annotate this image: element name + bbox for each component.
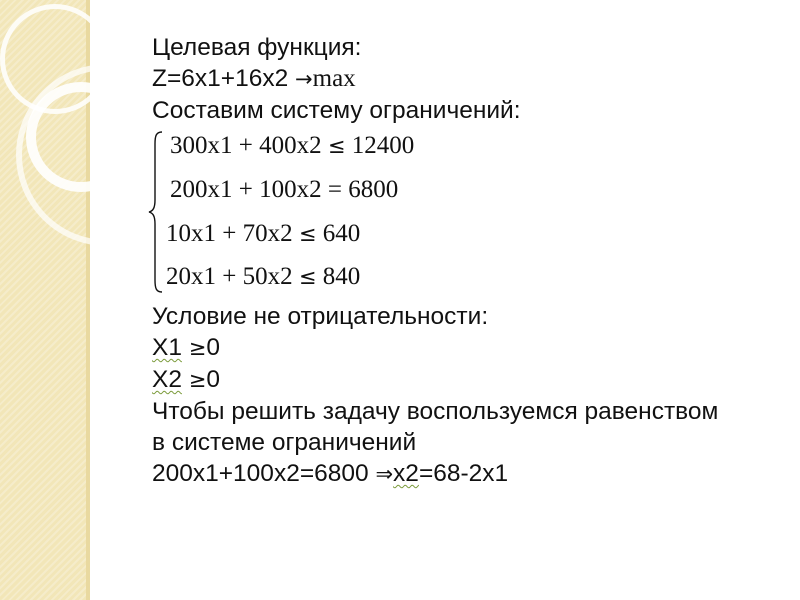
nonnegativity-heading: Условие не отрицательности: [152, 303, 489, 330]
constraint-row [166, 261, 360, 293]
geq-operator: ≥ [188, 368, 207, 392]
solution-text-line-1: Чтобы решить задачу воспользуемся равенством [152, 398, 719, 425]
constraint-rhs: 6800 [348, 176, 399, 203]
solution-text-line-2: в системе ограничений [152, 429, 417, 456]
final-expression [152, 458, 772, 490]
constraint-operator: ≤ [327, 134, 346, 158]
equality-constraint: 200x1+100x2=6800 [152, 460, 369, 487]
constraint-row [170, 174, 398, 205]
constraint-system [152, 130, 772, 295]
nonnegativity-row [152, 332, 772, 364]
constraint-rhs: 640 [322, 220, 361, 247]
constraint-operator: ≤ [298, 222, 317, 246]
objective-target: max [312, 65, 356, 92]
constraint-lhs: 10x1 + 70x2 [166, 220, 293, 247]
variable-name: X2 [152, 366, 182, 393]
objective-heading: Целевая функция: [152, 34, 362, 61]
solved-variable: x2 [393, 460, 419, 487]
constraint-operator: = [327, 176, 342, 203]
constraint-row [166, 218, 360, 250]
bound-value: 0 [206, 366, 221, 393]
slide-content [152, 32, 772, 490]
constraint-operator: ≤ [298, 265, 317, 289]
constraints-heading: Составим систему ограничений: [152, 97, 521, 124]
constraint-row [170, 130, 414, 162]
objective-expression: Z=6x1+16x2 [152, 65, 289, 92]
implies-arrow-icon: ⇒ [375, 462, 394, 486]
objective-function [152, 63, 772, 95]
constraint-rhs: 840 [322, 263, 361, 290]
constraint-lhs: 200x1 + 100x2 [170, 176, 322, 203]
variable-name: X1 [152, 334, 182, 361]
decorative-ring-inner [26, 82, 136, 192]
geq-operator: ≥ [188, 336, 207, 360]
constraint-lhs: 300x1 + 400x2 [170, 132, 322, 159]
left-brace-icon [148, 130, 166, 294]
nonnegativity-row [152, 364, 772, 396]
constraint-lhs: 20x1 + 50x2 [166, 263, 293, 290]
bound-value: 0 [206, 334, 221, 361]
solved-expression: =68-2x1 [418, 460, 509, 487]
constraint-rhs: 12400 [351, 132, 415, 159]
right-arrow-icon: → [295, 67, 313, 91]
